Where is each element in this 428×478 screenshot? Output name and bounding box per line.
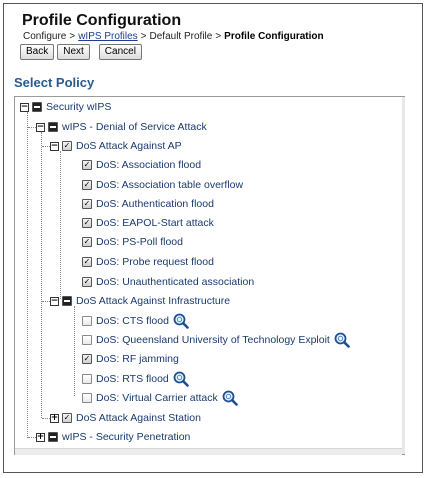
tree-leaf-label: DoS: Queensland University of Technology Exploit [96,334,330,346]
collapse-icon[interactable]: − [50,295,59,306]
tree-leaf-label: DoS: RTS flood [96,373,169,385]
breadcrumb-separator: > [69,31,76,42]
breadcrumb-wips-profiles-link[interactable]: wIPS Profiles [78,31,138,42]
tree-checkbox[interactable] [82,218,92,228]
horizontal-scrollbar[interactable] [15,448,402,455]
tree-node-label: DoS Attack Against Infrastructure [76,295,231,307]
tree-checkbox[interactable] [82,277,92,287]
cancel-button[interactable]: Cancel [99,44,142,60]
tree-node-label: wIPS - Denial of Service Attack [62,121,207,133]
magnifier-icon[interactable] [334,332,350,348]
tree-node-denial-of-service[interactable] [36,119,207,135]
tree-checkbox[interactable] [82,237,92,247]
tree-checkbox[interactable] [82,160,92,170]
tree-leaf-label: DoS: Virtual Carrier attack [96,392,218,404]
tree-leaf[interactable] [82,390,238,406]
tree-leaf[interactable] [82,332,350,348]
tree-node-label: DoS Attack Against AP [76,140,182,152]
tree-checkbox[interactable] [48,122,58,132]
tree-checkbox[interactable] [48,432,58,442]
tree-node-dos-against-infrastructure[interactable] [50,293,230,309]
tree-node-dos-against-station[interactable] [50,410,201,426]
tree-leaf-label: DoS: PS-Poll flood [96,236,183,248]
tree-leaf[interactable] [82,196,214,212]
breadcrumb-separator: > [140,31,147,42]
breadcrumb-default-profile: Default Profile [149,31,213,42]
tree-leaf[interactable] [82,177,243,193]
page-title: Profile Configuration [22,12,182,29]
tree-connector [74,306,75,396]
breadcrumb [23,31,324,42]
magnifier-icon[interactable] [173,371,189,387]
tree-checkbox[interactable] [82,316,92,326]
collapse-icon[interactable]: − [20,101,29,112]
section-title: Select Policy [14,75,95,90]
tree-checkbox[interactable] [82,257,92,267]
tree-leaf-label: DoS: CTS flood [96,315,169,327]
tree-connector [42,301,50,302]
tree-connector [28,127,36,128]
collapse-icon[interactable]: − [36,121,45,132]
tree-leaf-label: DoS: Association flood [96,159,202,171]
tree-checkbox[interactable] [82,180,92,190]
tree-checkbox[interactable] [82,374,92,384]
tree-node-security-wips[interactable] [20,99,111,115]
tree-node-dos-against-ap[interactable] [50,138,182,154]
vertical-scrollbar[interactable] [402,97,405,454]
tree-leaf-label: DoS: Authentication flood [96,198,214,210]
tree-checkbox[interactable] [82,393,92,403]
tree-leaf[interactable] [82,157,201,173]
tree-checkbox[interactable] [32,102,42,112]
tree-leaf-label: DoS: RF jamming [96,353,179,365]
tree-checkbox[interactable] [62,296,72,306]
tree-leaf[interactable] [82,351,179,367]
tree-node-security-penetration[interactable] [36,429,190,445]
tree-checkbox[interactable] [62,141,72,151]
expand-icon[interactable]: + [50,412,59,423]
tree-leaf-label: DoS: Unauthenticated association [96,276,255,288]
tree-checkbox[interactable] [82,354,92,364]
tree-connector [41,132,42,418]
tree-leaf-label: DoS: Probe request flood [96,256,214,268]
tree-node-label: Security wIPS [46,101,112,113]
breadcrumb-current: Profile Configuration [224,31,324,42]
breadcrumb-separator: > [215,31,222,42]
tree-connector [27,112,28,438]
tree-leaf[interactable] [82,274,254,290]
tree-checkbox[interactable] [82,199,92,209]
tree-leaf[interactable] [82,254,214,270]
breadcrumb-configure: Configure [23,31,67,42]
tree-connector [60,151,61,299]
back-button[interactable]: Back [20,44,54,60]
tree-leaf[interactable] [82,371,189,387]
magnifier-icon[interactable] [222,390,238,406]
wizard-button-bar [20,44,142,60]
tree-leaf-label: DoS: EAPOL-Start attack [96,217,214,229]
magnifier-icon[interactable] [173,313,189,329]
tree-node-label: DoS Attack Against Station [76,412,201,424]
tree-checkbox[interactable] [82,335,92,345]
tree-leaf[interactable] [82,215,214,231]
tree-connector [42,146,50,147]
next-button[interactable]: Next [57,44,90,60]
expand-icon[interactable]: + [36,431,45,442]
collapse-icon[interactable]: − [50,140,59,151]
tree-connector [42,418,50,419]
tree-leaf-label: DoS: Association table overflow [96,179,244,191]
tree-connector [28,437,36,438]
tree-leaf[interactable] [82,313,189,329]
tree-node-label: wIPS - Security Penetration [62,431,191,443]
tree-checkbox[interactable] [62,413,72,423]
tree-leaf[interactable] [82,234,183,250]
